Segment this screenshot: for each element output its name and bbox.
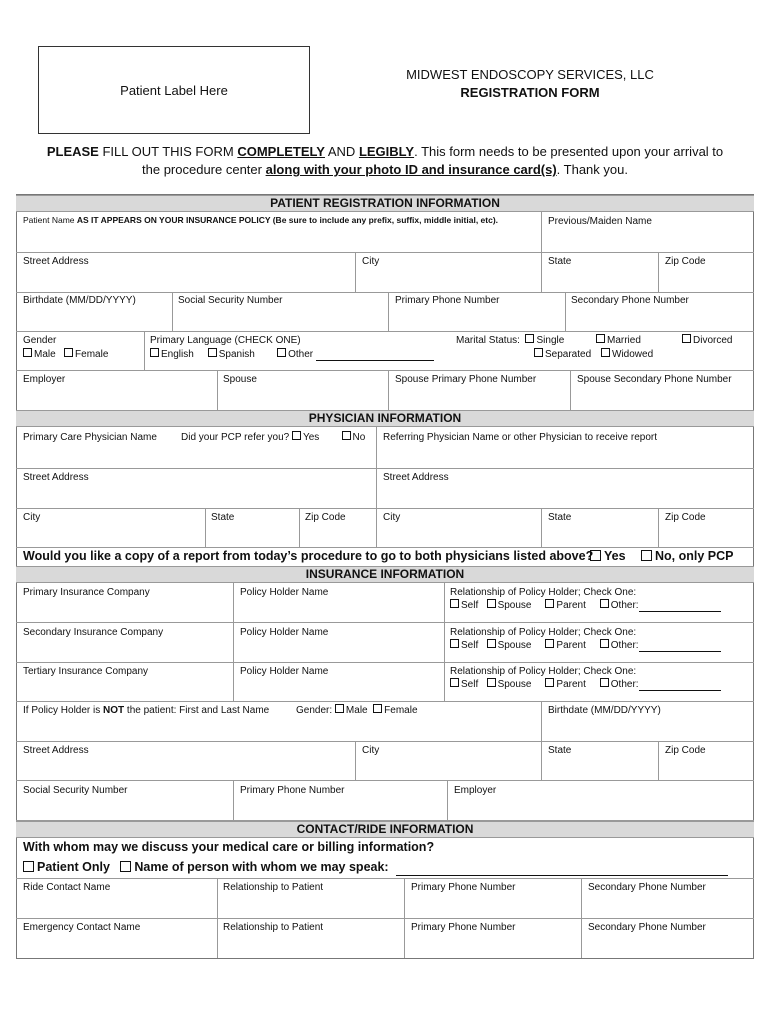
copy-yes-checkbox[interactable] — [590, 550, 601, 561]
married-option[interactable]: Married — [596, 334, 641, 347]
pcp-state-label[interactable]: State — [211, 512, 235, 523]
spouse-label[interactable]: Spouse — [223, 374, 257, 385]
pcp-zip-label[interactable]: Zip Code — [305, 512, 346, 523]
name-person-field[interactable] — [396, 874, 728, 876]
holder-female-checkbox[interactable] — [373, 704, 382, 713]
primary-relationship-label: Relationship of Policy Holder; Check One: — [450, 587, 637, 598]
holder-zip-label[interactable]: Zip Code — [665, 745, 706, 756]
divorced-checkbox[interactable] — [682, 334, 691, 343]
married-checkbox[interactable] — [596, 334, 605, 343]
separated-option[interactable]: Separated — [534, 348, 591, 361]
other-field[interactable] — [639, 611, 721, 612]
self-checkbox[interactable] — [450, 639, 459, 648]
other-checkbox[interactable] — [600, 599, 609, 608]
patient-name-label[interactable]: Patient Name AS IT APPEARS ON YOUR INSURANCE POLICY (Be sure to include any prefix, suffix, middle initial, etc). — [23, 215, 499, 225]
separated-checkbox[interactable] — [534, 348, 543, 357]
other-language-checkbox[interactable] — [277, 348, 286, 357]
ride-relationship-label[interactable]: Relationship to Patient — [223, 882, 324, 893]
secondary-relationship-label: Relationship of Policy Holder; Check One: — [450, 627, 637, 638]
holder-city-label[interactable]: City — [362, 745, 380, 756]
spouse-checkbox[interactable] — [487, 599, 496, 608]
referring-physician-label[interactable]: Referring Physician Name or other Physician to receive report — [383, 432, 658, 443]
divorced-option[interactable]: Divorced — [682, 334, 732, 347]
spanish-checkbox[interactable] — [208, 348, 217, 357]
copy-no-checkbox[interactable] — [641, 550, 652, 561]
report-copy-no[interactable]: No, only PCP — [641, 549, 733, 563]
patient-city-label[interactable]: City — [362, 256, 380, 267]
patient-zip-label[interactable]: Zip Code — [665, 256, 706, 267]
emergency-secondary-phone-label[interactable]: Secondary Phone Number — [588, 922, 706, 933]
name-person-checkbox[interactable] — [120, 861, 131, 872]
pcp-refer-question: Did your PCP refer you? Yes No — [181, 432, 366, 443]
other-field[interactable] — [639, 651, 721, 652]
discuss-options[interactable]: Patient Only Name of person with whom we may speak: — [23, 860, 389, 874]
ride-secondary-phone-label[interactable]: Secondary Phone Number — [588, 882, 706, 893]
secondary-phone-label[interactable]: Secondary Phone Number — [571, 295, 689, 306]
company-name: MIDWEST ENDOSCOPY SERVICES, LLC — [406, 67, 654, 82]
discuss-question: With whom may we discuss your medical care or billing information? — [23, 840, 435, 854]
patient-street-label[interactable]: Street Address — [23, 256, 89, 267]
form-title: REGISTRATION FORM — [460, 85, 600, 100]
referring-zip-label[interactable]: Zip Code — [665, 512, 706, 523]
spouse-primary-phone-label[interactable]: Spouse Primary Phone Number — [395, 374, 537, 385]
tertiary-relationship-options[interactable]: Self Spouse Parent Other: — [450, 678, 721, 691]
language-options[interactable]: English Spanish Other — [150, 348, 434, 361]
gender-label: Gender — [23, 335, 57, 346]
report-copy-yes[interactable]: Yes — [590, 549, 626, 563]
policy-holder-not-patient-label[interactable]: If Policy Holder is NOT the patient: First and Last Name — [23, 705, 270, 716]
primary-insurance-label[interactable]: Primary Insurance Company — [23, 587, 150, 598]
parent-checkbox[interactable] — [545, 639, 554, 648]
patient-state-label[interactable]: State — [548, 256, 572, 267]
tertiary-holder-label[interactable]: Policy Holder Name — [240, 666, 329, 677]
male-checkbox[interactable] — [23, 348, 32, 357]
patient-label-box — [38, 46, 310, 134]
holder-street-label[interactable]: Street Address — [23, 745, 89, 756]
holder-phone-label[interactable]: Primary Phone Number — [240, 785, 345, 796]
female-checkbox[interactable] — [64, 348, 73, 357]
widowed-checkbox[interactable] — [601, 348, 610, 357]
self-checkbox[interactable] — [450, 599, 459, 608]
contact-section-header: CONTACT/RIDE INFORMATION — [16, 821, 754, 838]
single-checkbox[interactable] — [525, 334, 534, 343]
birthdate-label[interactable]: Birthdate (MM/DD/YYYY) — [23, 295, 136, 306]
physician-section-header: PHYSICIAN INFORMATION — [16, 410, 754, 427]
holder-birthdate-label[interactable]: Birthdate (MM/DD/YYYY) — [548, 705, 661, 716]
spouse-checkbox[interactable] — [487, 639, 496, 648]
holder-state-label[interactable]: State — [548, 745, 572, 756]
language-label: Primary Language (CHECK ONE) — [150, 335, 301, 346]
primary-phone-label[interactable]: Primary Phone Number — [395, 295, 500, 306]
widowed-option[interactable]: Widowed — [601, 348, 653, 361]
report-copy-question: Would you like a copy of a report from today’s procedure to go to both physicians listed above? — [23, 549, 594, 563]
holder-gender-options[interactable]: Gender: Male Female — [296, 705, 418, 716]
refer-yes-checkbox[interactable] — [292, 431, 301, 440]
pcp-city-label[interactable]: City — [23, 512, 41, 523]
holder-male-checkbox[interactable] — [335, 704, 344, 713]
emergency-contact-label[interactable]: Emergency Contact Name — [23, 922, 141, 933]
other-language-field[interactable] — [316, 360, 434, 361]
emergency-primary-phone-label[interactable]: Primary Phone Number — [411, 922, 516, 933]
referring-state-label[interactable]: State — [548, 512, 572, 523]
employer-label[interactable]: Employer — [23, 374, 66, 385]
primary-relationship-options[interactable]: Self Spouse Parent Other: — [450, 599, 721, 612]
referring-street-label[interactable]: Street Address — [383, 472, 449, 483]
instructions-line-1: PLEASE FILL OUT THIS FORM COMPLETELY AND LEGIBLY. This form needs to be presented upon your arrival to — [46, 144, 724, 159]
refer-no-checkbox[interactable] — [342, 431, 351, 440]
self-checkbox[interactable] — [450, 678, 459, 687]
ssn-label[interactable]: Social Security Number — [178, 295, 283, 306]
ride-primary-phone-label[interactable]: Primary Phone Number — [411, 882, 516, 893]
patient-only-checkbox[interactable] — [23, 861, 34, 872]
pcp-street-label[interactable]: Street Address — [23, 472, 89, 483]
instructions-line-2: the procedure center along with your photo ID and insurance card(s). Thank you. — [142, 162, 628, 177]
patient-section-header: PATIENT REGISTRATION INFORMATION — [16, 195, 754, 212]
marital-label: Marital Status: Single — [456, 335, 565, 346]
primary-holder-label[interactable]: Policy Holder Name — [240, 587, 329, 598]
patient-label-text: Patient Label Here — [120, 82, 228, 98]
secondary-holder-label[interactable]: Policy Holder Name — [240, 627, 329, 638]
ride-contact-label[interactable]: Ride Contact Name — [23, 882, 111, 893]
other-checkbox[interactable] — [600, 678, 609, 687]
holder-ssn-label[interactable]: Social Security Number — [23, 785, 128, 796]
holder-employer-label[interactable]: Employer — [454, 785, 497, 796]
secondary-relationship-options[interactable]: Self Spouse Parent Other: — [450, 639, 721, 652]
referring-city-label[interactable]: City — [383, 512, 401, 523]
parent-checkbox[interactable] — [545, 678, 554, 687]
english-checkbox[interactable] — [150, 348, 159, 357]
spouse-secondary-phone-label[interactable]: Spouse Secondary Phone Number — [577, 374, 732, 385]
gender-options[interactable]: Male Female — [23, 348, 108, 361]
insurance-section-header: INSURANCE INFORMATION — [16, 566, 754, 583]
secondary-insurance-label[interactable]: Secondary Insurance Company — [23, 627, 164, 638]
spouse-checkbox[interactable] — [487, 678, 496, 687]
emergency-relationship-label[interactable]: Relationship to Patient — [223, 922, 324, 933]
parent-checkbox[interactable] — [545, 599, 554, 608]
tertiary-insurance-label[interactable]: Tertiary Insurance Company — [23, 666, 149, 677]
maiden-name-label[interactable]: Previous/Maiden Name — [548, 216, 652, 227]
other-field[interactable] — [639, 690, 721, 691]
other-checkbox[interactable] — [600, 639, 609, 648]
tertiary-relationship-label: Relationship of Policy Holder; Check One: — [450, 666, 637, 677]
pcp-name-label[interactable]: Primary Care Physician Name — [23, 432, 157, 443]
